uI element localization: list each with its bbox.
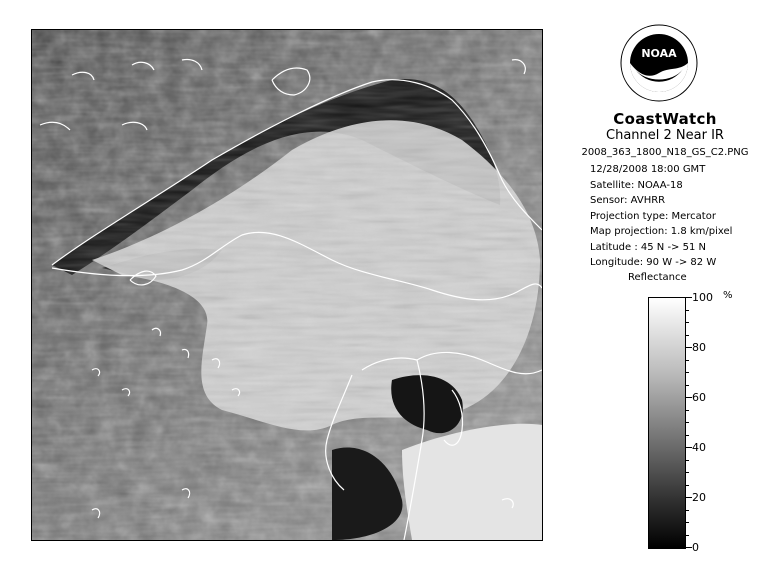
projection-type: Projection type: Mercator [590, 210, 716, 222]
colorbar-ticks [686, 291, 746, 554]
satellite-image-map [31, 29, 543, 541]
longitude-range: Longitude: 90 W -> 82 W [590, 257, 717, 268]
file-name: 2008_363_1800_N18_GS_C2.PNG [581, 147, 749, 158]
colorbar-tick-label: 0 [692, 541, 699, 554]
colorbar-tick-label: 20 [692, 491, 706, 504]
date-time: 12/28/2008 18:00 GMT [590, 164, 706, 175]
noaa-emblem-icon [619, 23, 699, 103]
colorbar-tick-label: 40 [692, 441, 706, 454]
legend-title: Reflectance [628, 272, 687, 283]
svg-text:NOAA: NOAA [641, 47, 677, 60]
map-projection: Map projection: 1.8 km/pixel [590, 226, 733, 237]
image-metadata [590, 162, 732, 271]
legend-unit: % [723, 290, 733, 301]
latitude-range: Latitude : 45 N -> 51 N [590, 241, 706, 253]
lake-superior-scene [32, 30, 542, 540]
reflectance-colorbar [648, 297, 686, 549]
sensor-label: Sensor: AVHRR [590, 195, 666, 206]
channel-label: Channel 2 Near IR [606, 128, 724, 143]
colorbar-tick-label: 100 [692, 291, 713, 304]
colorbar-tick-label: 60 [692, 391, 706, 404]
colorbar-tick-label: 80 [692, 341, 706, 354]
satellite-label: Satellite: NOAA-18 [590, 179, 683, 191]
brand-title: CoastWatch [613, 110, 717, 128]
